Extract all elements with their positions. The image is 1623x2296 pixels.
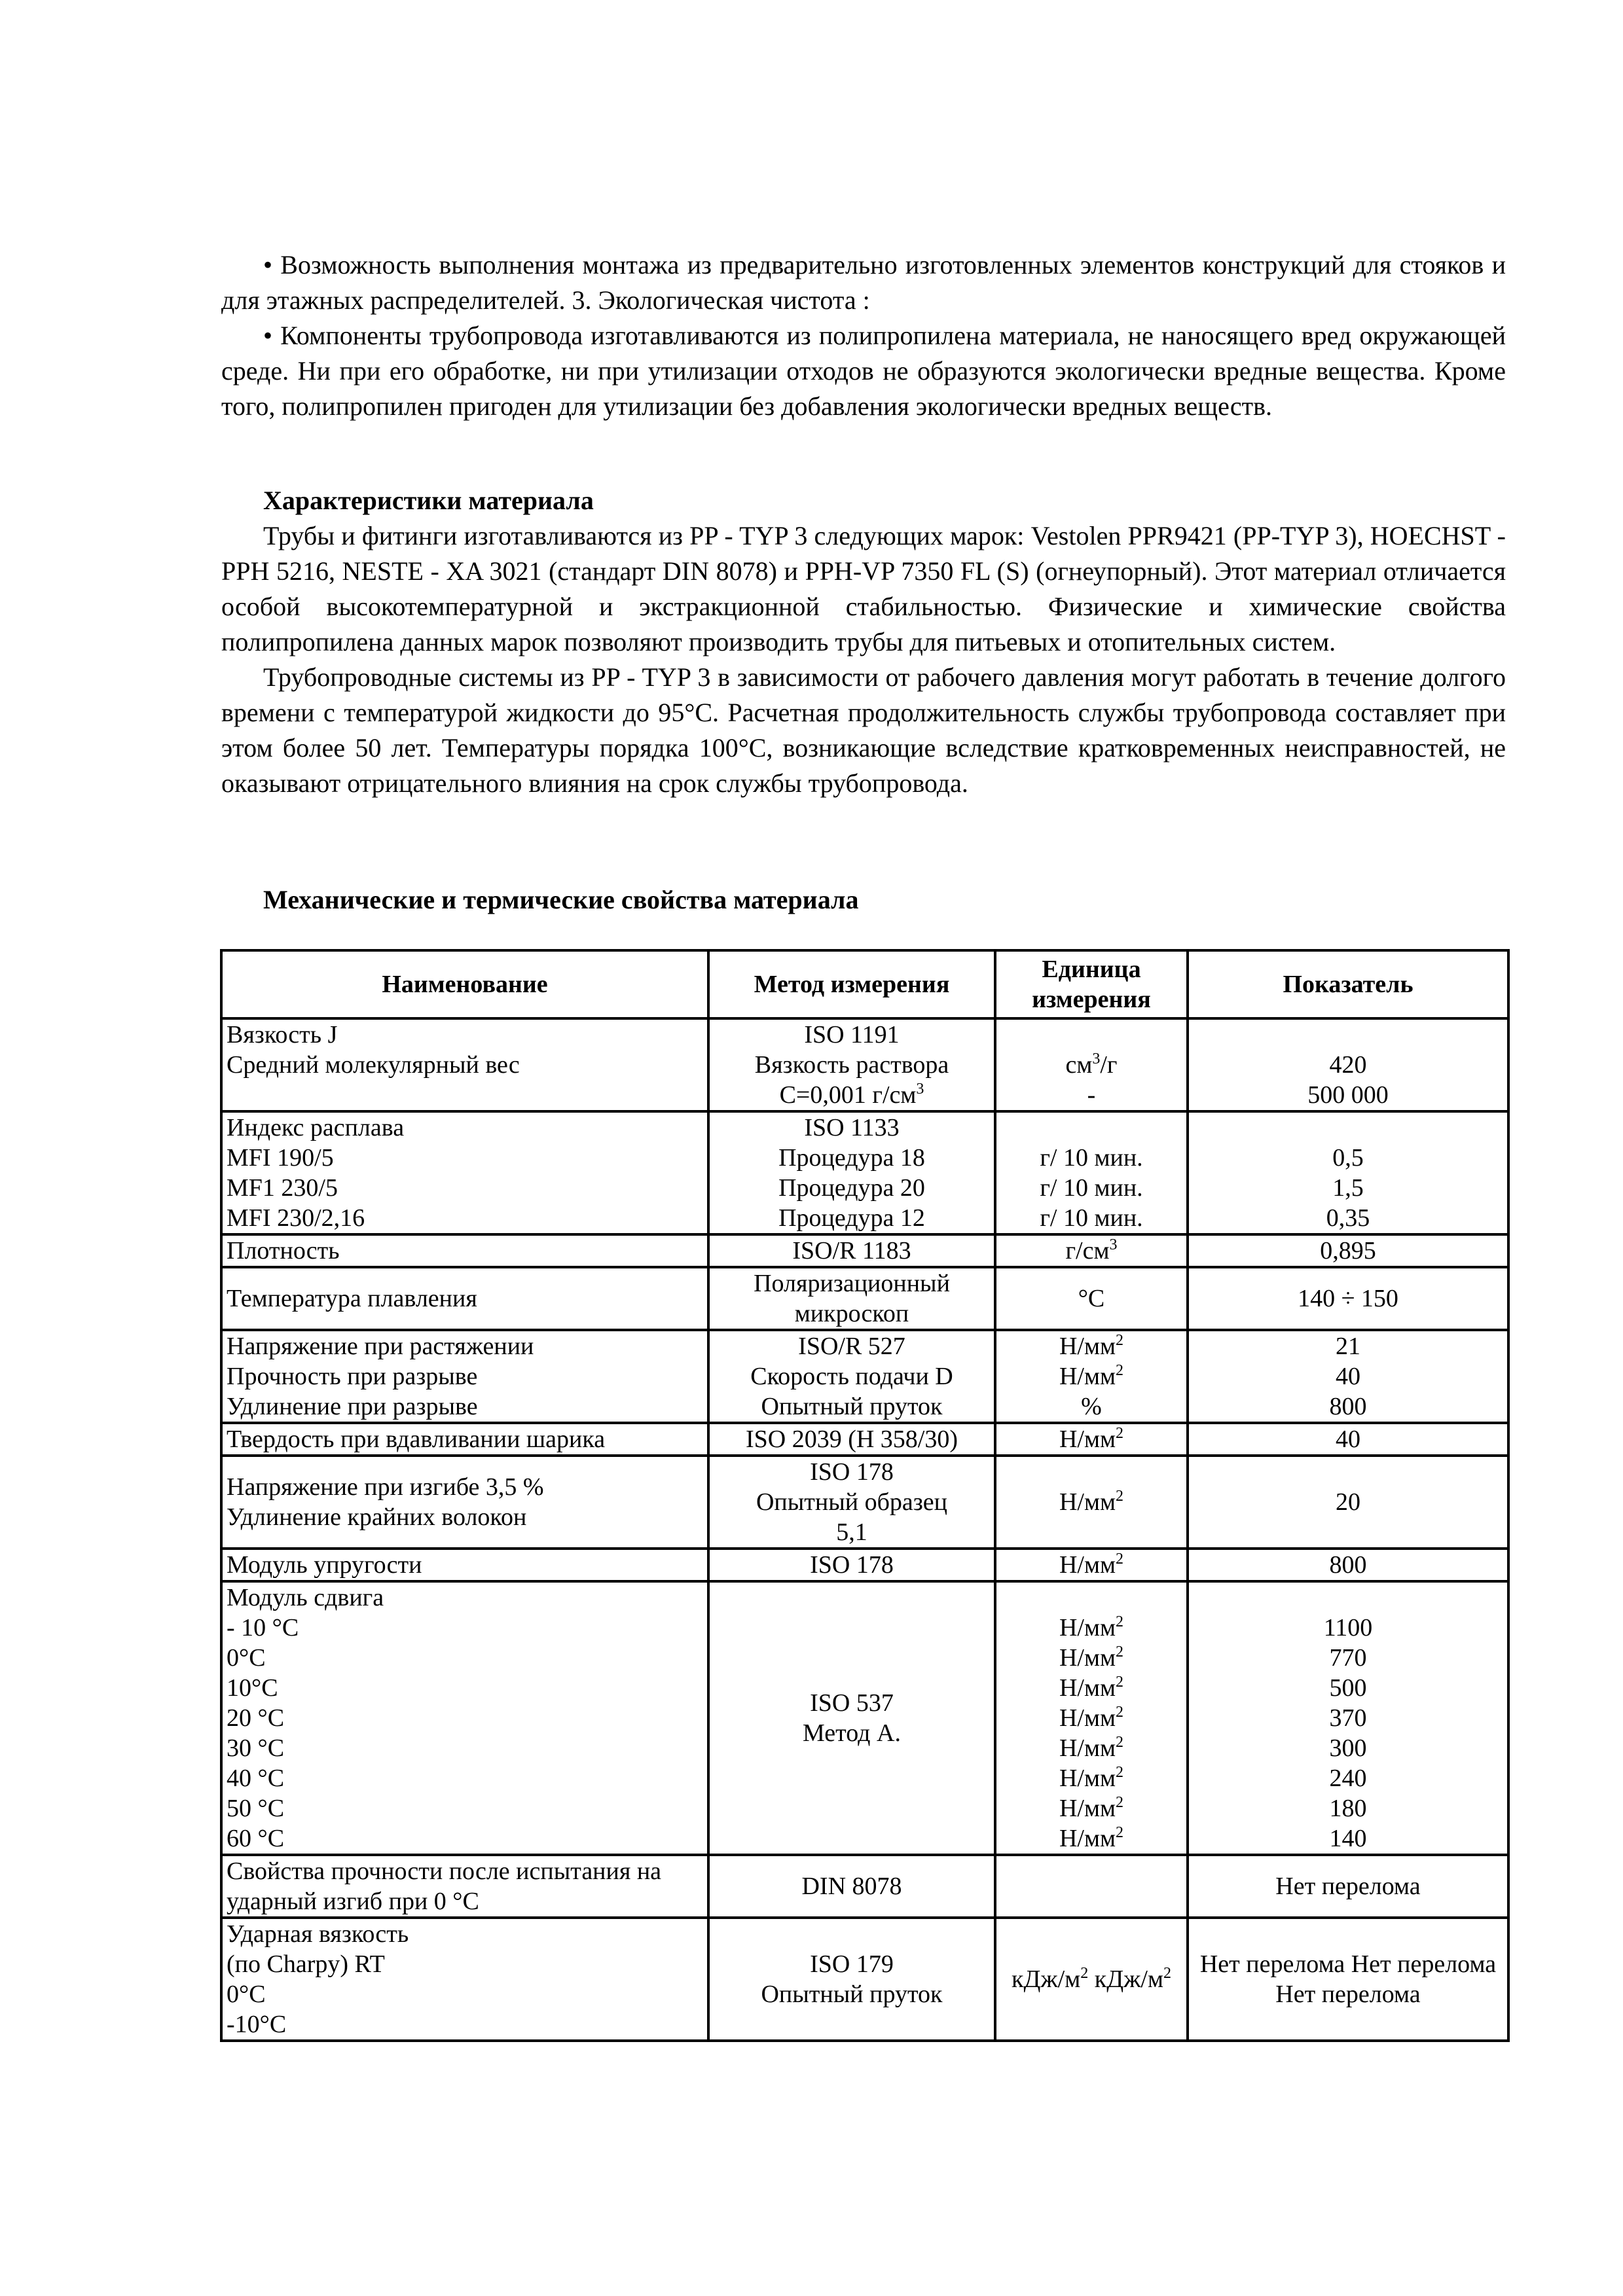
- cell-line: [1000, 1763, 1182, 1793]
- cell-line: [1000, 1361, 1182, 1391]
- cell-line: [1000, 1733, 1182, 1763]
- superscript: 2: [1163, 1965, 1171, 1982]
- cell-line: [1000, 1331, 1182, 1361]
- cell-line: Модуль сдвига: [227, 1584, 384, 1611]
- cell-text: Н/мм: [1059, 1765, 1116, 1792]
- characteristics-paragraph-1: Трубы и фитинги изготавливаются из PP - TYP 3 следующих марок: Vestolen PPR9421 (PP-TYP 3), HOECHST - PPH 5216, NESTE - XA 3021 (стандарт DIN 8078) и PPH-VP 7350 FL (S) (огнеупорный). Этот материал отличается особой высокотемпературной и экстракционной стабильностью. Физические и химические свойства полипропилена данных марок позволяют производить трубы для питьевых и отопительных систем.: [221, 521, 1506, 656]
- properties-table: [220, 949, 1510, 2042]
- cell-line: [1000, 1550, 1182, 1580]
- cell-text: Н/мм: [1059, 1614, 1116, 1641]
- cell-line: Плотность: [227, 1237, 340, 1265]
- cell-line: Вязкость раствора: [754, 1051, 949, 1079]
- cell-value: [1188, 1549, 1508, 1581]
- cell-line: MF1 230/5: [227, 1174, 338, 1202]
- intro-section: [221, 247, 1506, 424]
- cell-line: Вязкость J: [227, 1021, 338, 1049]
- cell-line: Твердость при вдавливании шарика: [227, 1426, 606, 1453]
- cell-line: Опытный пруток: [761, 1393, 943, 1420]
- cell-line: 0,35: [1326, 1204, 1370, 1232]
- cell-text: Н/мм: [1059, 1363, 1116, 1390]
- cell-line: 140 ÷ 150: [1298, 1285, 1398, 1312]
- cell-line: [714, 1080, 990, 1110]
- cell-text: /г: [1100, 1051, 1118, 1079]
- cell-unit: [995, 1918, 1188, 2041]
- cell-line: ISO 179: [810, 1950, 894, 1978]
- cell-line: 20: [1336, 1488, 1360, 1516]
- cell-spacer: [1193, 1583, 1503, 1613]
- mechanical-heading: Механические и термические свойства материала: [263, 885, 859, 914]
- cell-unit: [995, 1234, 1188, 1267]
- cell-line: Нет перелома Нет перелома Нет перелома: [1199, 1950, 1497, 2008]
- table-row-density: [221, 1234, 1508, 1267]
- cell-line: ISO 1133: [804, 1114, 900, 1141]
- superscript: 2: [1116, 1551, 1124, 1568]
- cell-name: [221, 1549, 708, 1581]
- cell-line: ISO/R 527: [798, 1333, 905, 1360]
- cell-text: г/см: [1065, 1237, 1110, 1265]
- cell-name: [221, 1423, 708, 1456]
- cell-line: Поляризационный микроскоп: [754, 1270, 950, 1327]
- cell-spacer: [1000, 1113, 1182, 1143]
- cell-text: Н/мм: [1059, 1488, 1116, 1516]
- cell-line: Процедура 18: [778, 1144, 925, 1172]
- cell-name: [221, 1918, 708, 2041]
- cell-line: °С: [1078, 1285, 1105, 1312]
- superscript: 2: [1116, 1362, 1124, 1379]
- cell-method: [708, 1018, 995, 1111]
- header-value: Показатель: [1188, 950, 1508, 1018]
- cell-line: -10°С: [227, 2011, 287, 2038]
- cell-line: [1000, 1643, 1182, 1673]
- cell-line: Модуль упругости: [227, 1551, 422, 1579]
- intro-paragraph-2: • Компоненты трубопровода изготавливаются из полипропилена материала, не наносящего вред окружающей среде. Ни при его обработке, ни при утилизации отходов не образуются экологически вредные вещества. Кроме того, полипропилен пригоден для утилизации без добавления экологически вредных веществ.: [221, 321, 1506, 421]
- cell-text: кДж/м: [1088, 1965, 1163, 1993]
- cell-value: [1188, 1111, 1508, 1234]
- cell-method: [708, 1267, 995, 1330]
- cell-line: MFI 230/2,16: [227, 1204, 365, 1232]
- cell-line: 50 °С: [227, 1795, 285, 1822]
- table-row-impact-toughness: [221, 1918, 1508, 2041]
- cell-line: Метод А.: [803, 1719, 901, 1747]
- cell-name: [221, 1855, 708, 1918]
- cell-line: 40 °С: [227, 1765, 285, 1792]
- table-row-elasticity: [221, 1549, 1508, 1581]
- cell-line: 420: [1329, 1051, 1367, 1079]
- table-row-shear: [221, 1581, 1508, 1855]
- cell-line: 20 °С: [227, 1704, 285, 1732]
- table-row-melting: [221, 1267, 1508, 1330]
- cell-unit: [995, 1330, 1188, 1423]
- cell-line: 180: [1329, 1795, 1367, 1822]
- superscript: 2: [1080, 1965, 1089, 1982]
- cell-name: [221, 1267, 708, 1330]
- cell-value: [1188, 1330, 1508, 1423]
- superscript: 2: [1116, 1764, 1124, 1781]
- cell-line: [1000, 1793, 1182, 1823]
- superscript: 3: [1092, 1050, 1101, 1067]
- cell-line: Напряжение при растяжении: [227, 1333, 534, 1360]
- cell-line: 500: [1329, 1674, 1367, 1702]
- cell-line: Свойства прочности после испытания на ударный изгиб при 0 °С: [227, 1857, 662, 1915]
- superscript: 2: [1116, 1643, 1124, 1660]
- cell-value: [1188, 1918, 1508, 2041]
- cell-line: 300: [1329, 1734, 1367, 1762]
- cell-method: [708, 1111, 995, 1234]
- cell-value: [1188, 1423, 1508, 1456]
- characteristics-paragraph-2: Трубопроводные системы из PP - TYP 3 в зависимости от рабочего давления могут работать в течение долгого времени с температурой жидкости до 95°С. Расчетная продолжительность службы трубопровода составляет при этом более 50 лет. Температуры порядка 100°С, возникающие вследствие кратковременных неисправностей, не оказывают отрицательного влияния на срок службы трубопровода.: [221, 662, 1506, 798]
- superscript: 2: [1116, 1734, 1124, 1751]
- cell-line: 0,5: [1332, 1144, 1364, 1172]
- cell-line: [1000, 1823, 1182, 1854]
- cell-text: Н/мм: [1059, 1426, 1116, 1453]
- superscript: 2: [1116, 1674, 1124, 1691]
- cell-method: [708, 1234, 995, 1267]
- cell-line: Процедура 12: [778, 1204, 925, 1232]
- table-row-melt-index: [221, 1111, 1508, 1234]
- cell-line: 800: [1329, 1551, 1367, 1579]
- cell-line: Индекс расплава: [227, 1114, 405, 1141]
- cell-value: [1188, 1267, 1508, 1330]
- cell-line: 10°С: [227, 1674, 278, 1702]
- cell-line: Ударная вязкость: [227, 1920, 409, 1948]
- cell-unit: [995, 1267, 1188, 1330]
- cell-text: кДж/м: [1012, 1965, 1081, 1993]
- cell-method: [708, 1423, 995, 1456]
- cell-unit: [995, 1423, 1188, 1456]
- cell-line: 30 °С: [227, 1734, 285, 1762]
- superscript: 3: [916, 1081, 924, 1098]
- cell-method: [708, 1918, 995, 2041]
- cell-line: ISO 537: [810, 1689, 894, 1717]
- cell-unit: [995, 1111, 1188, 1234]
- cell-line: 770: [1329, 1644, 1367, 1672]
- cell-line: 0°С: [227, 1644, 266, 1672]
- cell-line: Процедура 20: [778, 1174, 925, 1202]
- cell-line: [1000, 1703, 1182, 1733]
- intro-paragraph-1: • Возможность выполнения монтажа из предварительно изготовленных элементов конструкций для стояков и для этажных распределителей. 3. Экологическая чистота :: [221, 250, 1506, 315]
- cell-spacer: [1000, 1020, 1182, 1050]
- cell-line: -: [1087, 1081, 1096, 1109]
- cell-line: MFI 190/5: [227, 1144, 334, 1172]
- cell-line: 240: [1329, 1765, 1367, 1792]
- cell-line: ISO 178: [810, 1458, 894, 1486]
- cell-line: 0,895: [1320, 1237, 1376, 1265]
- cell-line: 500 000: [1307, 1081, 1389, 1109]
- table-row-tensile: [221, 1330, 1508, 1423]
- cell-line: 800: [1329, 1393, 1367, 1420]
- cell-text: С=0,001 г/см: [779, 1081, 917, 1109]
- cell-name: [221, 1456, 708, 1549]
- cell-line: [1000, 1673, 1182, 1703]
- cell-line: ISO 2039 (H 358/30): [745, 1426, 958, 1453]
- cell-line: Температура плавления: [227, 1285, 477, 1312]
- cell-line: 1,5: [1332, 1174, 1364, 1202]
- table-row-impact-strength: [221, 1855, 1508, 1918]
- superscript: 2: [1116, 1425, 1124, 1442]
- cell-text: Н/мм: [1059, 1825, 1116, 1852]
- cell-text: Н/мм: [1059, 1795, 1116, 1822]
- cell-line: (по Charpy) RT: [227, 1950, 385, 1978]
- cell-line: Скорость подачи D: [750, 1363, 953, 1390]
- cell-line: ISO 1191: [804, 1021, 900, 1049]
- superscript: 3: [1109, 1236, 1118, 1253]
- cell-line: г/ 10 мин.: [1040, 1174, 1143, 1202]
- cell-line: 0°С: [227, 1981, 266, 2008]
- superscript: 2: [1116, 1824, 1124, 1841]
- cell-text: Н/мм: [1059, 1674, 1116, 1702]
- cell-line: Нет перелома: [1275, 1873, 1421, 1900]
- cell-spacer: [1193, 1113, 1503, 1143]
- cell-name: [221, 1018, 708, 1111]
- cell-line: [1000, 1964, 1182, 1994]
- characteristics-section: [221, 483, 1506, 801]
- cell-line: [1000, 1236, 1182, 1266]
- cell-unit: [995, 1581, 1188, 1855]
- header-method: Метод измерения: [708, 950, 995, 1018]
- cell-method: [708, 1855, 995, 1918]
- cell-method: [708, 1581, 995, 1855]
- cell-unit: [995, 1456, 1188, 1549]
- table-header-row: [221, 950, 1508, 1018]
- table-row-hardness: [221, 1423, 1508, 1456]
- cell-line: Удлинение крайних волокон: [227, 1503, 527, 1531]
- cell-line: Напряжение при изгибе 3,5 %: [227, 1473, 544, 1501]
- cell-line: 140: [1329, 1825, 1367, 1852]
- cell-line: Опытный пруток: [761, 1981, 943, 2008]
- cell-text: Н/мм: [1059, 1704, 1116, 1732]
- table-row-bending: [221, 1456, 1508, 1549]
- cell-line: [1000, 1613, 1182, 1643]
- cell-line: г/ 10 мин.: [1040, 1204, 1143, 1232]
- cell-line: 5,1: [836, 1518, 867, 1546]
- cell-name: [221, 1234, 708, 1267]
- cell-line: 1100: [1323, 1614, 1373, 1641]
- cell-name: [221, 1581, 708, 1855]
- cell-method: [708, 1549, 995, 1581]
- cell-text: см: [1065, 1051, 1093, 1079]
- cell-unit: [995, 1549, 1188, 1581]
- cell-value: [1188, 1855, 1508, 1918]
- cell-spacer: [1000, 1583, 1182, 1613]
- cell-line: Средний молекулярный вес: [227, 1051, 520, 1079]
- cell-line: 40: [1336, 1426, 1360, 1453]
- header-name: Наименование: [221, 950, 708, 1018]
- superscript: 2: [1116, 1794, 1124, 1811]
- superscript: 2: [1116, 1613, 1124, 1630]
- cell-line: 21: [1336, 1333, 1360, 1360]
- cell-line: ISO/R 1183: [792, 1237, 911, 1265]
- cell-line: DIN 8078: [801, 1873, 902, 1900]
- cell-text: Н/мм: [1059, 1734, 1116, 1762]
- cell-line: 60 °С: [227, 1825, 285, 1852]
- cell-line: Прочность при разрыве: [227, 1363, 478, 1390]
- cell-method: [708, 1456, 995, 1549]
- cell-line: [1000, 1487, 1182, 1517]
- header-unit: Единица измерения: [995, 950, 1188, 1018]
- superscript: 2: [1116, 1488, 1124, 1505]
- cell-value: [1188, 1581, 1508, 1855]
- cell-line: 40: [1336, 1363, 1360, 1390]
- table-row-viscosity: [221, 1018, 1508, 1111]
- cell-method: [708, 1330, 995, 1423]
- cell-line: Удлинение при разрыве: [227, 1393, 478, 1420]
- cell-line: %: [1081, 1393, 1102, 1420]
- cell-spacer: [227, 1080, 703, 1110]
- cell-line: [1000, 1050, 1182, 1080]
- cell-unit: [995, 1018, 1188, 1111]
- cell-value: [1188, 1018, 1508, 1111]
- superscript: 2: [1116, 1332, 1124, 1349]
- characteristics-heading: Характеристики материала: [263, 486, 594, 515]
- cell-name: [221, 1111, 708, 1234]
- cell-line: ISO 178: [810, 1551, 894, 1579]
- cell-spacer: [1193, 1020, 1503, 1050]
- cell-line: 370: [1329, 1704, 1367, 1732]
- cell-name: [221, 1330, 708, 1423]
- cell-value: [1188, 1456, 1508, 1549]
- cell-line: - 10 °С: [227, 1614, 299, 1641]
- cell-line: [1000, 1424, 1182, 1454]
- superscript: 2: [1116, 1704, 1124, 1721]
- cell-line: Опытный образец: [756, 1488, 948, 1516]
- cell-text: Н/мм: [1059, 1551, 1116, 1579]
- cell-text: Н/мм: [1059, 1333, 1116, 1360]
- cell-value: [1188, 1234, 1508, 1267]
- cell-line: г/ 10 мин.: [1040, 1144, 1143, 1172]
- cell-unit: [995, 1855, 1188, 1918]
- cell-text: Н/мм: [1059, 1644, 1116, 1672]
